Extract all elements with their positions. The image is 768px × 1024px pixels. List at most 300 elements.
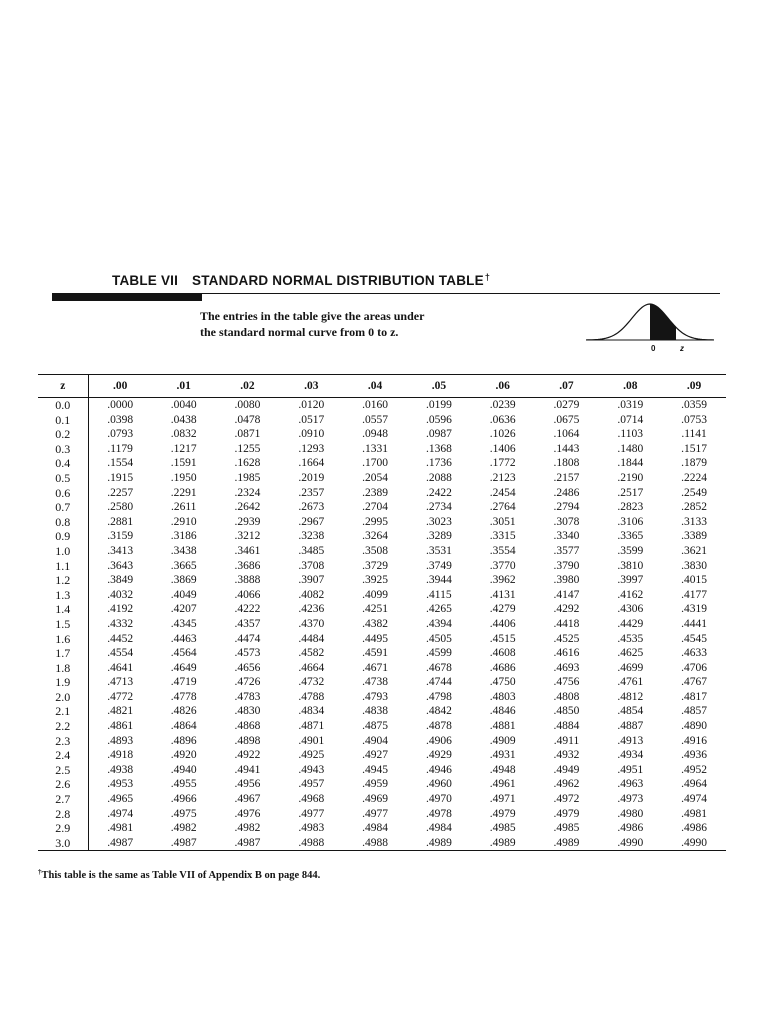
area-value: .4982 <box>234 822 261 835</box>
area-value: .4803 <box>489 690 516 703</box>
area-value: .4441 <box>681 617 708 630</box>
table-row <box>38 821 726 836</box>
area-value: .0910 <box>298 428 325 441</box>
area-value: .1915 <box>107 471 134 484</box>
area-value: .0832 <box>170 428 197 441</box>
area-value: .1700 <box>362 457 389 470</box>
area-value: .4798 <box>425 690 452 703</box>
area-value: .0987 <box>425 428 452 441</box>
z-value: 0.2 <box>38 427 88 442</box>
table-title <box>112 272 490 288</box>
area-value: .3708 <box>298 559 325 572</box>
area-value: .1664 <box>298 457 325 470</box>
area-value: .4990 <box>662 836 726 851</box>
area-value: .4956 <box>234 778 261 791</box>
area-value: .3997 <box>617 574 644 587</box>
area-value: .2054 <box>362 471 389 484</box>
z-value: 1.1 <box>38 559 88 574</box>
area-value: .3980 <box>553 574 580 587</box>
area-value: .4911 <box>553 734 580 747</box>
area-value: .4913 <box>617 734 644 747</box>
curve-zero-label: 0 <box>651 344 656 353</box>
area-value: .3531 <box>425 544 452 557</box>
area-value: .1368 <box>425 442 452 455</box>
area-value: .4973 <box>617 793 644 806</box>
area-value: .2881 <box>107 515 134 528</box>
z-value: 0.3 <box>38 442 88 457</box>
area-value: .0596 <box>425 413 452 426</box>
area-value: .4918 <box>107 749 134 762</box>
area-value: .4971 <box>489 793 516 806</box>
area-value: .2224 <box>681 471 708 484</box>
area-value: .4162 <box>617 588 644 601</box>
area-value: .4082 <box>298 588 325 601</box>
table-description: The entries in the table give the areas under the standard normal curve from 0 to z. <box>200 309 425 339</box>
area-value: .4545 <box>681 632 708 645</box>
area-value: .4906 <box>425 734 452 747</box>
area-value: .4857 <box>681 705 708 718</box>
area-value: .4830 <box>234 705 261 718</box>
area-value: .4706 <box>681 661 708 674</box>
area-value: .4979 <box>489 807 516 820</box>
area-value: .2422 <box>425 486 452 499</box>
area-value: .2611 <box>170 501 197 514</box>
header-col: .06 <box>471 375 535 398</box>
area-value: .4429 <box>617 617 644 630</box>
area-value: .4319 <box>681 603 708 616</box>
area-value: .4641 <box>107 661 134 674</box>
area-value: .4292 <box>553 603 580 616</box>
area-value: .4846 <box>489 705 516 718</box>
table-row <box>38 602 726 617</box>
area-value: .4306 <box>617 603 644 616</box>
table-row <box>38 471 726 486</box>
area-value: .3962 <box>489 574 516 587</box>
area-value: .4931 <box>489 749 516 762</box>
area-value: .4904 <box>362 734 389 747</box>
area-value: .0871 <box>234 428 261 441</box>
area-value: .3186 <box>170 530 197 543</box>
table-row <box>38 836 726 851</box>
area-value: .3749 <box>425 559 452 572</box>
area-value: .4726 <box>234 676 261 689</box>
z-value: 1.2 <box>38 573 88 588</box>
area-value: .1255 <box>234 442 261 455</box>
z-value: 1.6 <box>38 632 88 647</box>
area-value: .4989 <box>535 836 599 851</box>
footnote-mark: † <box>38 868 42 876</box>
area-value: .1844 <box>617 457 644 470</box>
area-value: .3944 <box>425 574 452 587</box>
area-value: .4406 <box>489 617 516 630</box>
area-value: .2517 <box>617 486 644 499</box>
area-value: .4985 <box>489 822 516 835</box>
area-value: .4049 <box>170 588 197 601</box>
area-value: .4783 <box>234 690 261 703</box>
title-footnote-mark: † <box>484 272 491 282</box>
area-value: .4976 <box>234 807 261 820</box>
area-value: .3238 <box>298 530 325 543</box>
area-value: .4732 <box>298 676 325 689</box>
z-value: 2.2 <box>38 719 88 734</box>
area-value: .4957 <box>298 778 325 791</box>
area-value: .3051 <box>489 515 516 528</box>
z-value: 0.9 <box>38 529 88 544</box>
area-value: .2939 <box>234 515 261 528</box>
area-value: .4582 <box>298 647 325 660</box>
area-value: .4850 <box>553 705 580 718</box>
area-value: .3770 <box>489 559 516 572</box>
area-value: .4750 <box>489 676 516 689</box>
area-value: .4875 <box>362 720 389 733</box>
area-value: .4871 <box>298 720 325 733</box>
area-value: .4983 <box>298 822 325 835</box>
z-value: 1.0 <box>38 544 88 559</box>
area-value: .4989 <box>407 836 471 851</box>
area-value: .4949 <box>553 763 580 776</box>
area-value: .4826 <box>170 705 197 718</box>
area-value: .4890 <box>681 720 708 733</box>
area-value: .4959 <box>362 778 389 791</box>
area-value: .3212 <box>234 530 261 543</box>
area-value: .4147 <box>553 588 580 601</box>
area-value: .4756 <box>553 676 580 689</box>
z-value: 1.9 <box>38 675 88 690</box>
header-col: .03 <box>279 375 343 398</box>
header-col: .02 <box>216 375 280 398</box>
area-value: .3508 <box>362 544 389 557</box>
area-value: .4964 <box>681 778 708 791</box>
area-value: .2580 <box>107 501 134 514</box>
area-value: .4979 <box>553 807 580 820</box>
area-value: .1879 <box>681 457 708 470</box>
normal-table <box>38 374 726 851</box>
z-value: 0.1 <box>38 413 88 428</box>
area-value: .3315 <box>489 530 516 543</box>
area-value: .4868 <box>234 720 261 733</box>
table-row <box>38 646 726 661</box>
area-value: .4985 <box>553 822 580 835</box>
title-thick-rule <box>52 293 202 301</box>
area-value: .3106 <box>617 515 644 528</box>
area-value: .4382 <box>362 617 389 630</box>
area-value: .0675 <box>553 413 580 426</box>
footnote-text: This table is the same as Table VII of Appendix B on page 844. <box>41 870 321 881</box>
table-header-row <box>38 375 726 398</box>
area-value: .4505 <box>425 632 452 645</box>
area-value: .4535 <box>617 632 644 645</box>
table-row <box>38 734 726 749</box>
area-value: .4693 <box>553 661 580 674</box>
area-value: .2123 <box>489 471 516 484</box>
area-value: .4207 <box>170 603 197 616</box>
area-value: .4808 <box>553 690 580 703</box>
area-value: .4817 <box>681 690 708 703</box>
area-value: .4625 <box>617 647 644 660</box>
area-value: .3438 <box>170 544 197 557</box>
table-row <box>38 704 726 719</box>
area-value: .3925 <box>362 574 389 587</box>
area-value: .4909 <box>489 734 516 747</box>
area-value: .2088 <box>425 471 452 484</box>
area-value: .1443 <box>553 442 580 455</box>
z-value: 0.5 <box>38 471 88 486</box>
area-value: .4251 <box>362 603 389 616</box>
area-value: .1950 <box>170 471 197 484</box>
area-value: .0359 <box>681 399 708 411</box>
area-value: .4066 <box>234 588 261 601</box>
area-value: .4554 <box>107 647 134 660</box>
area-value: .1736 <box>425 457 452 470</box>
area-value: .4738 <box>362 676 389 689</box>
area-value: .1406 <box>489 442 516 455</box>
area-value: .1480 <box>617 442 644 455</box>
area-value: .4671 <box>362 661 389 674</box>
area-value: .4927 <box>362 749 389 762</box>
z-value: 0.8 <box>38 515 88 530</box>
area-value: .4887 <box>617 720 644 733</box>
z-value: 1.3 <box>38 588 88 603</box>
table-row <box>38 456 726 471</box>
area-value: .2967 <box>298 515 325 528</box>
z-value: 2.7 <box>38 792 88 807</box>
table-row <box>38 777 726 792</box>
header-col: .08 <box>598 375 662 398</box>
area-value: .4963 <box>617 778 644 791</box>
area-value: .4884 <box>553 720 580 733</box>
area-value: .4941 <box>234 763 261 776</box>
area-value: .4767 <box>681 676 708 689</box>
area-value: .2190 <box>617 471 644 484</box>
area-value: .4934 <box>617 749 644 762</box>
area-value: .0319 <box>617 399 644 411</box>
area-value: .0753 <box>681 413 708 426</box>
area-value: .4279 <box>489 603 516 616</box>
area-value: .4981 <box>681 807 708 820</box>
table-row <box>38 588 726 603</box>
z-value: 1.7 <box>38 646 88 661</box>
area-value: .2324 <box>234 486 261 499</box>
table-row <box>38 763 726 778</box>
z-value: 3.0 <box>38 836 88 851</box>
area-value: .3365 <box>617 530 644 543</box>
area-value: .3869 <box>170 574 197 587</box>
header-col: .00 <box>88 375 152 398</box>
table-row <box>38 486 726 501</box>
area-value: .1331 <box>362 442 389 455</box>
area-value: .1064 <box>553 428 580 441</box>
area-value: .2549 <box>681 486 708 499</box>
area-value: .4898 <box>234 734 261 747</box>
area-value: .4974 <box>681 793 708 806</box>
z-value: 2.0 <box>38 690 88 705</box>
area-value: .4946 <box>425 763 452 776</box>
area-value: .4573 <box>234 647 261 660</box>
normal-curve-illustration <box>586 294 714 344</box>
area-value: .4699 <box>617 661 644 674</box>
area-value: .3340 <box>553 530 580 543</box>
area-value: .4896 <box>170 734 197 747</box>
area-value: .4678 <box>425 661 452 674</box>
area-value: .2764 <box>489 501 516 514</box>
area-value: .4864 <box>170 720 197 733</box>
area-value: .4015 <box>681 574 708 587</box>
area-value: .4940 <box>170 763 197 776</box>
area-value: .0080 <box>234 399 261 411</box>
table-row <box>38 807 726 822</box>
area-value: .1517 <box>681 442 708 455</box>
area-value: .1026 <box>489 428 516 441</box>
area-value: .4878 <box>425 720 452 733</box>
area-value: .1554 <box>107 457 134 470</box>
area-value: .4943 <box>298 763 325 776</box>
area-value: .4793 <box>362 690 389 703</box>
table-row <box>38 748 726 763</box>
z-value: 0.6 <box>38 486 88 501</box>
area-value: .0438 <box>170 413 197 426</box>
area-value: .4960 <box>425 778 452 791</box>
area-value: .3665 <box>170 559 197 572</box>
area-value: .4115 <box>426 588 452 601</box>
z-value: 2.1 <box>38 704 88 719</box>
area-value: .1591 <box>170 457 197 470</box>
area-value: .4474 <box>234 632 261 645</box>
area-value: .4515 <box>489 632 516 645</box>
area-value: .2734 <box>425 501 452 514</box>
area-value: .2486 <box>553 486 580 499</box>
area-value: .4932 <box>553 749 580 762</box>
area-value: .1179 <box>107 442 133 455</box>
table-row <box>38 529 726 544</box>
area-value: .4686 <box>489 661 516 674</box>
area-value: .1217 <box>170 442 197 455</box>
area-value: .2019 <box>298 471 325 484</box>
area-value: .4656 <box>234 661 261 674</box>
area-value: .4772 <box>107 690 134 703</box>
area-value: .4265 <box>425 603 452 616</box>
area-value: .4988 <box>343 836 407 851</box>
area-value: .0636 <box>489 413 516 426</box>
area-value: .4842 <box>425 705 452 718</box>
area-value: .4608 <box>489 647 516 660</box>
area-value: .4131 <box>489 588 516 601</box>
area-value: .4744 <box>425 676 452 689</box>
area-value: .4974 <box>107 807 134 820</box>
area-value: .4192 <box>107 603 134 616</box>
table-row <box>38 632 726 647</box>
area-value: .4332 <box>107 617 134 630</box>
area-value: .0948 <box>362 428 389 441</box>
area-value: .4977 <box>362 807 389 820</box>
area-value: .4854 <box>617 705 644 718</box>
area-value: .4984 <box>425 822 452 835</box>
area-value: .4394 <box>425 617 452 630</box>
table-row <box>38 500 726 515</box>
table-row <box>38 617 726 632</box>
table-row <box>38 398 726 413</box>
curve-z-label: z <box>680 344 684 353</box>
area-value: .4920 <box>170 749 197 762</box>
area-value: .1985 <box>234 471 261 484</box>
area-value: .4929 <box>425 749 452 762</box>
area-value: .4032 <box>107 588 134 601</box>
area-value: .0199 <box>425 399 452 411</box>
area-value: .4236 <box>298 603 325 616</box>
area-value: .3888 <box>234 574 261 587</box>
area-value: .3907 <box>298 574 325 587</box>
area-value: .4484 <box>298 632 325 645</box>
area-value: .4969 <box>362 793 389 806</box>
area-value: .3485 <box>298 544 325 557</box>
table-number: TABLE VII <box>112 273 179 288</box>
table-row <box>38 792 726 807</box>
area-value: .4838 <box>362 705 389 718</box>
area-value: .2291 <box>170 486 197 499</box>
area-value: .3729 <box>362 559 389 572</box>
area-value: .4821 <box>107 705 134 718</box>
area-value: .4893 <box>107 734 134 747</box>
area-value: .0714 <box>617 413 644 426</box>
area-value: .3643 <box>107 559 134 572</box>
area-value: .3554 <box>489 544 516 557</box>
area-value: .4987 <box>152 836 216 851</box>
area-value: .1628 <box>234 457 261 470</box>
area-value: .1141 <box>681 428 707 441</box>
area-value: .0000 <box>107 399 134 411</box>
area-value: .2389 <box>362 486 389 499</box>
area-value: .3078 <box>553 515 580 528</box>
area-value: .4881 <box>489 720 516 733</box>
area-value: .2642 <box>234 501 261 514</box>
area-value: .4975 <box>170 807 197 820</box>
area-value: .0120 <box>298 399 325 411</box>
table-row <box>38 661 726 676</box>
area-value: .4901 <box>298 734 325 747</box>
area-value: .0160 <box>362 399 389 411</box>
area-value: .4948 <box>489 763 516 776</box>
header-col: .09 <box>662 375 726 398</box>
area-value: .4834 <box>298 705 325 718</box>
area-value: .4525 <box>553 632 580 645</box>
z-value: 1.4 <box>38 602 88 617</box>
area-value: .4987 <box>216 836 280 851</box>
area-value: .4222 <box>234 603 261 616</box>
area-value: .4418 <box>553 617 580 630</box>
area-value: .4965 <box>107 793 134 806</box>
z-value: 1.8 <box>38 661 88 676</box>
area-value: .4664 <box>298 661 325 674</box>
z-value: 2.8 <box>38 807 88 822</box>
table-row <box>38 515 726 530</box>
area-value: .4951 <box>617 763 644 776</box>
area-value: .4938 <box>107 763 134 776</box>
area-value: .4778 <box>170 690 197 703</box>
area-value: .4989 <box>471 836 535 851</box>
z-value: 0.4 <box>38 456 88 471</box>
area-value: .4982 <box>170 822 197 835</box>
area-value: .3577 <box>553 544 580 557</box>
area-value: .0040 <box>170 399 197 411</box>
area-value: .2454 <box>489 486 516 499</box>
area-value: .4986 <box>681 822 708 835</box>
area-value: .4952 <box>681 763 708 776</box>
area-value: .3849 <box>107 574 134 587</box>
area-value: .4616 <box>553 647 580 660</box>
area-value: .2357 <box>298 486 325 499</box>
area-value: .4357 <box>234 617 261 630</box>
area-value: .2852 <box>681 501 708 514</box>
area-value: .3413 <box>107 544 134 557</box>
